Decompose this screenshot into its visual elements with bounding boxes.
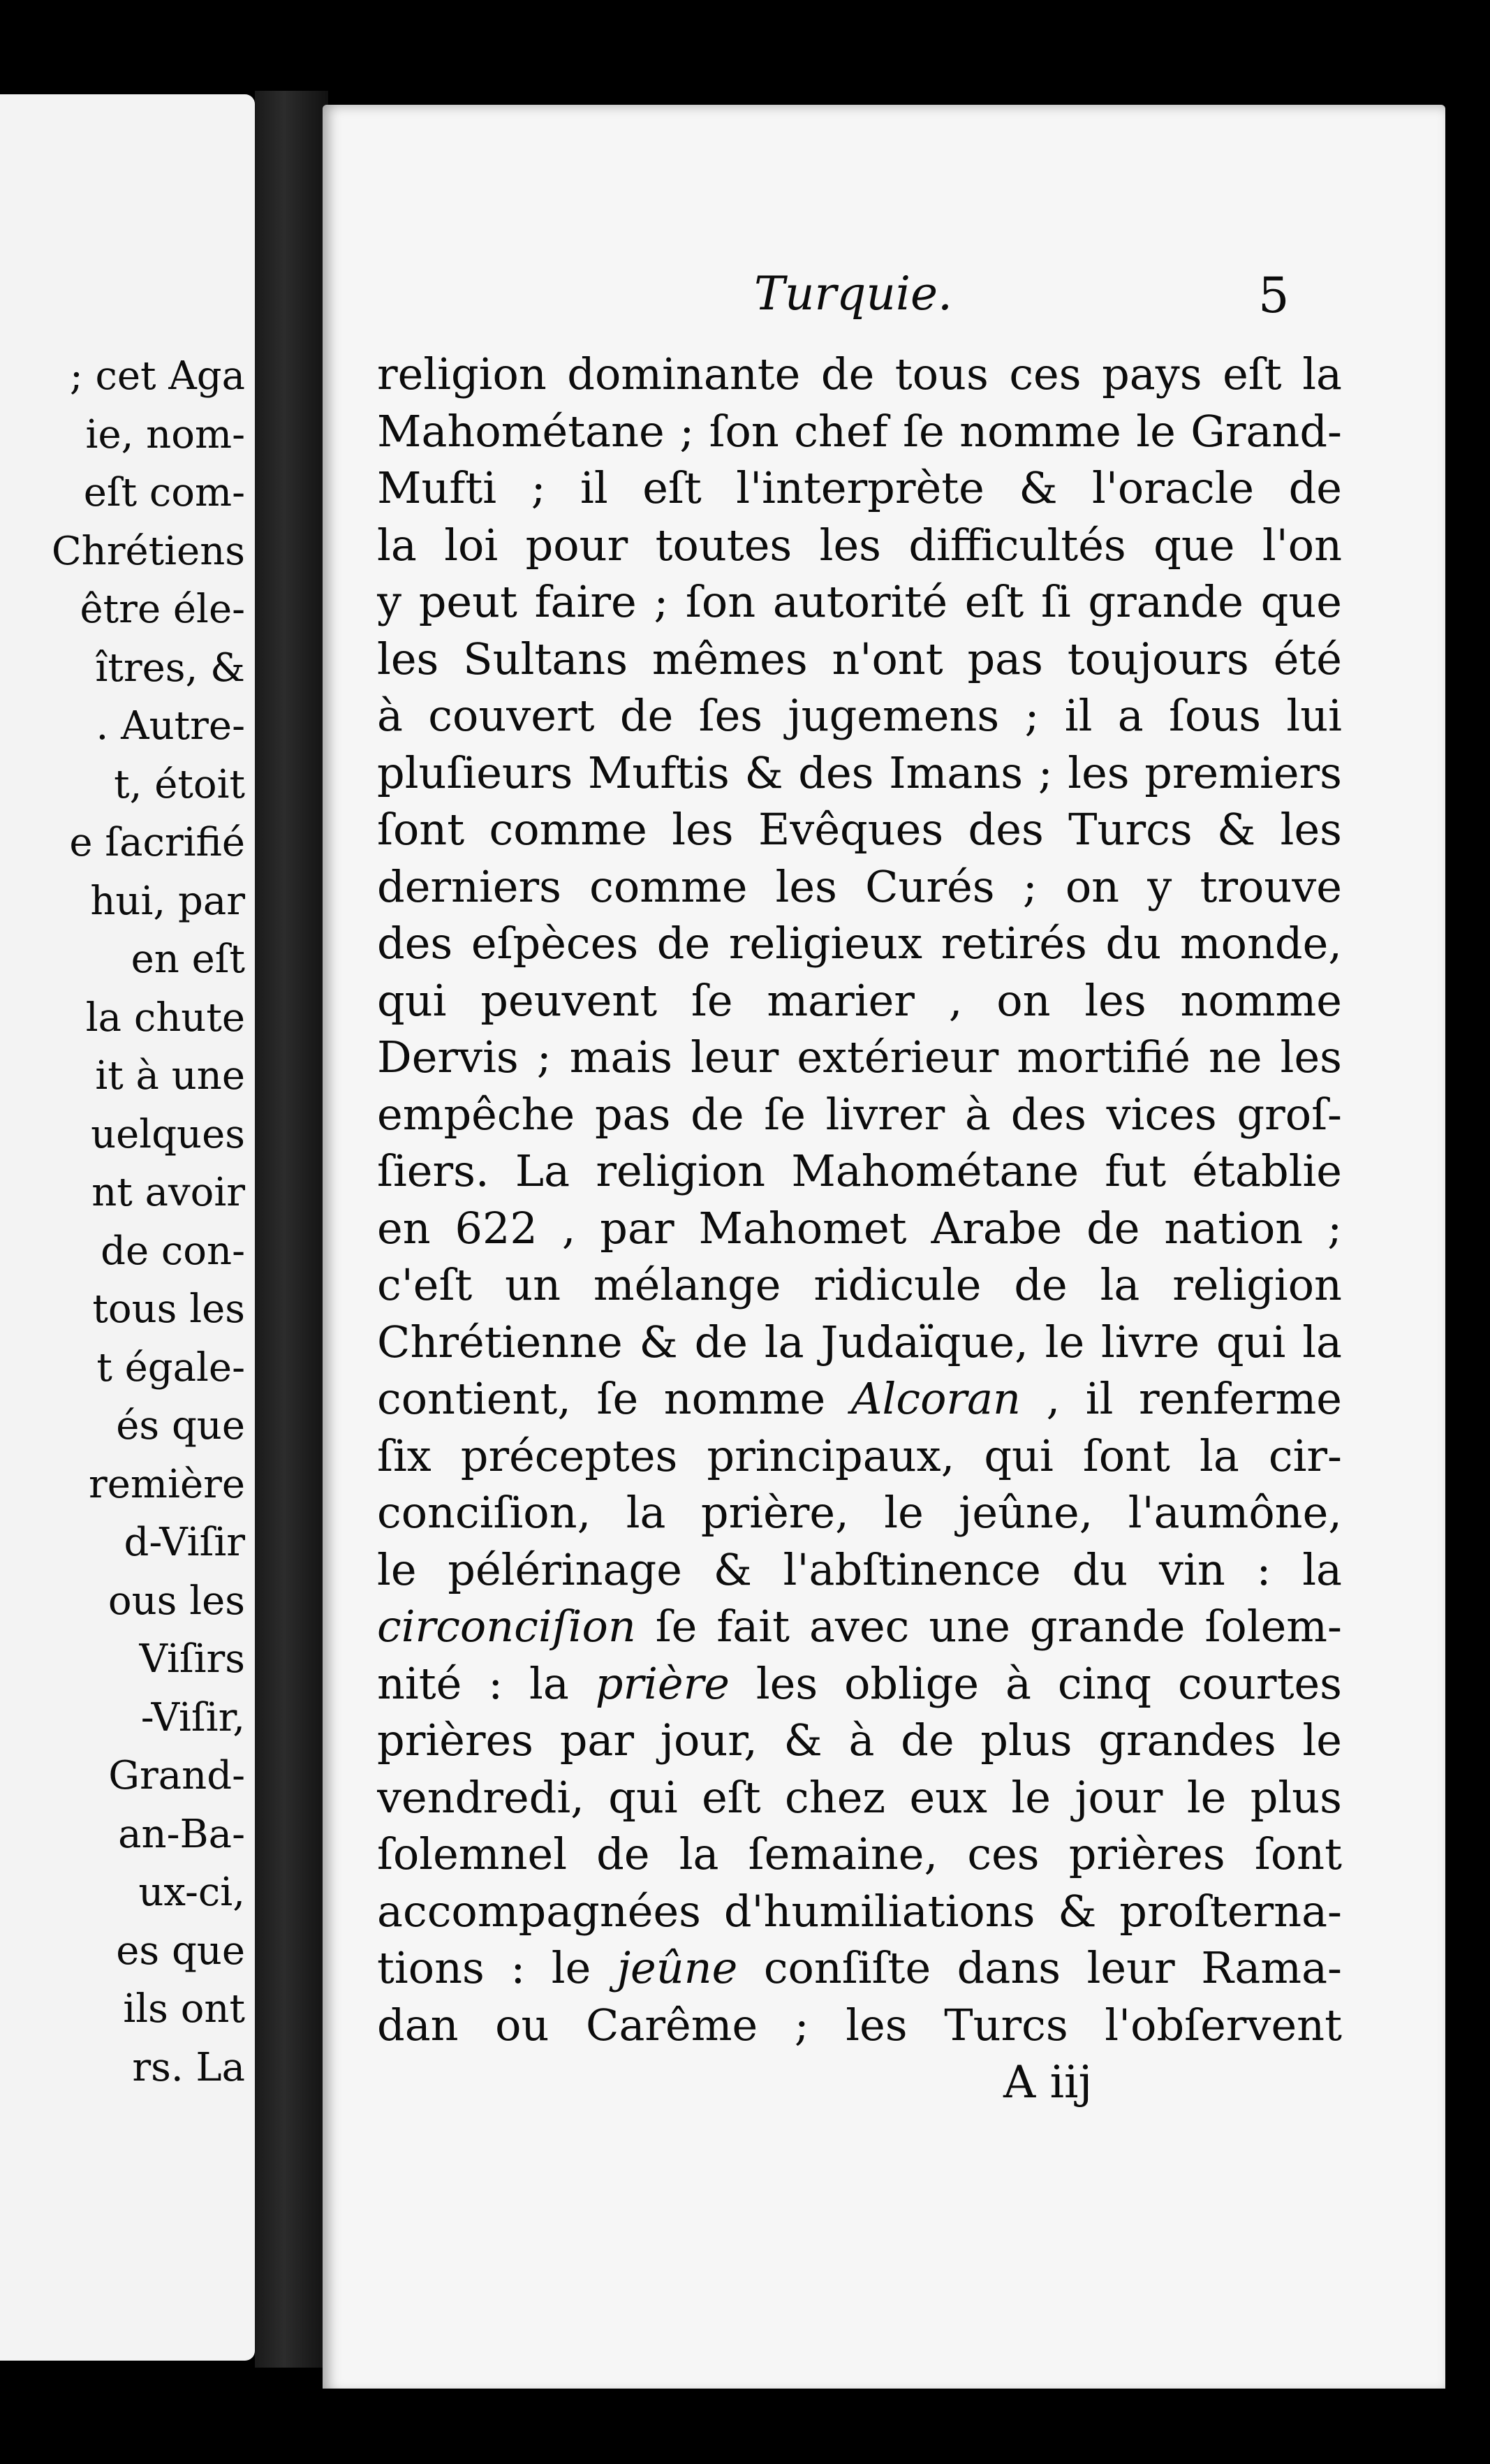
- text-line: ſolemnel de la ſemaine, ces prières ſont: [377, 1828, 1342, 1879]
- right-page: [323, 105, 1445, 2394]
- italic-term: Alcoran: [850, 1373, 1021, 1424]
- left-page-line: an-Ba-: [118, 1811, 245, 1857]
- text-segment: ſe fait avec une grande ſolem-: [635, 1601, 1342, 1652]
- left-page-line: tous les: [92, 1286, 245, 1332]
- scan-border: [0, 2389, 1490, 2464]
- text-line: [377, 1598, 1342, 1655]
- text-line: la loi pour toutes les difficultés que l'on: [377, 519, 1342, 571]
- italic-term: prière: [595, 1657, 730, 1709]
- text-line: accompagnées d'humiliations & proſterna-: [377, 1885, 1342, 1937]
- left-page-line: de con-: [101, 1228, 245, 1274]
- left-page-line: ; cet Aga: [69, 353, 245, 399]
- text-line: en 622 , par Mahomet Arabe de nation ;: [377, 1202, 1342, 1254]
- left-page-line: eſt com-: [83, 470, 245, 515]
- left-page-line: t égale-: [96, 1344, 245, 1391]
- text-line: [377, 1939, 1342, 1997]
- left-page-line: en eſt: [131, 937, 245, 982]
- left-page: [0, 94, 255, 2361]
- left-page-line: uelques: [91, 1111, 245, 1157]
- left-page-line: it à une: [95, 1053, 245, 1099]
- signature-mark: A iij: [1003, 2057, 1093, 2109]
- text-line: [377, 1655, 1342, 1713]
- left-page-line: Grand-: [108, 1753, 245, 1798]
- left-page-line: -Viſir,: [140, 1694, 245, 1740]
- left-page-line: nt avoir: [91, 1170, 245, 1215]
- text-line: à couvert de ſes jugemens ; il a ſous lui: [377, 690, 1342, 741]
- left-page-text: [52, 347, 245, 2097]
- text-line: [377, 1370, 1342, 1428]
- text-line: pluſieurs Muftis & des Imans ; les premiers: [377, 747, 1342, 798]
- text-segment: tions : le: [377, 1942, 617, 1993]
- text-line: des eſpèces de religieux retirés du monde,: [377, 918, 1342, 969]
- left-page-line: être éle-: [80, 587, 245, 632]
- text-line: y peut faire ; ſon autorité eſt ſi grande que: [377, 576, 1342, 627]
- text-segment: nité : la: [377, 1657, 596, 1709]
- left-page-line: ux-ci,: [138, 1870, 245, 1915]
- text-line: Dervis ; mais leur extérieur mortifié ne les: [377, 1032, 1342, 1083]
- text-line: prières par jour, & à de plus grandes le: [377, 1715, 1342, 1766]
- text-line: ſiers. La religion Mahométane fut établie: [377, 1145, 1342, 1196]
- left-page-line: hui, par: [90, 878, 245, 924]
- left-page-line: Chrétiens: [51, 528, 245, 574]
- book-gutter: [255, 91, 328, 2368]
- text-line: qui peuvent ſe marier , on les nomme: [377, 974, 1342, 1026]
- left-page-line: remière: [89, 1461, 245, 1507]
- left-page-line: îtres, &: [95, 645, 245, 691]
- text-line: derniers comme les Curés ; on y trouve: [377, 860, 1342, 912]
- text-segment: , il renferme: [1020, 1373, 1342, 1424]
- italic-term: jeûne: [617, 1942, 738, 1993]
- left-page-line: ils ont: [123, 1986, 245, 2032]
- running-title: Turquie.: [754, 267, 952, 321]
- left-page-line: la chute: [85, 995, 245, 1041]
- text-segment: les oblige à cinq courtes: [729, 1657, 1342, 1709]
- text-segment: conſiſte dans leur Rama-: [737, 1942, 1342, 1993]
- text-line: conciſion, la prière, le jeûne, l'aumône,: [377, 1487, 1342, 1538]
- page-number: 5: [1258, 267, 1290, 324]
- text-line: religion dominante de tous ces pays eſt la: [377, 349, 1342, 399]
- left-page-line: ous les: [108, 1578, 245, 1624]
- text-line: le pélérinage & l'abſtinence du vin : la: [377, 1543, 1342, 1595]
- text-line: Chrétienne & de la Judaïque, le livre qui la: [377, 1316, 1342, 1367]
- left-page-line: Viſirs: [139, 1636, 245, 1682]
- left-page-line: e ſacrifié: [69, 820, 245, 865]
- left-page-line: és que: [116, 1403, 245, 1449]
- text-line: dan ou Carême ; les Turcs l'obſervent: [377, 1999, 1342, 2051]
- text-segment: contient, ſe nomme: [377, 1373, 851, 1424]
- left-page-line: rs. La: [132, 2044, 245, 2090]
- left-page-line: es que: [116, 1928, 245, 1974]
- text-line: ſont comme les Evêques des Turcs & les: [377, 804, 1342, 855]
- body-text: [377, 346, 1342, 2053]
- left-page-line: . Autre-: [96, 703, 245, 749]
- left-page-line: d-Viſir: [124, 1520, 245, 1565]
- italic-term: circonciſion: [377, 1601, 636, 1652]
- text-line: c'eſt un mélange ridicule de la religion: [377, 1259, 1342, 1310]
- text-line: Mufti ; il eſt l'interprète & l'oracle de: [377, 462, 1342, 513]
- text-line: Mahométane ; ſon chef ſe nomme le Grand-: [377, 405, 1342, 457]
- left-page-line: t, étoit: [114, 761, 245, 807]
- text-line: ſix préceptes principaux, qui ſont la cir-: [377, 1430, 1342, 1481]
- left-page-line: ie, nom-: [85, 411, 245, 457]
- text-line: empêche pas de ſe livrer à des vices groſ-: [377, 1088, 1342, 1140]
- text-line: vendredi, qui eſt chez eux le jour le plus: [377, 1771, 1342, 1823]
- text-line: les Sultans mêmes n'ont pas toujours été: [377, 633, 1342, 684]
